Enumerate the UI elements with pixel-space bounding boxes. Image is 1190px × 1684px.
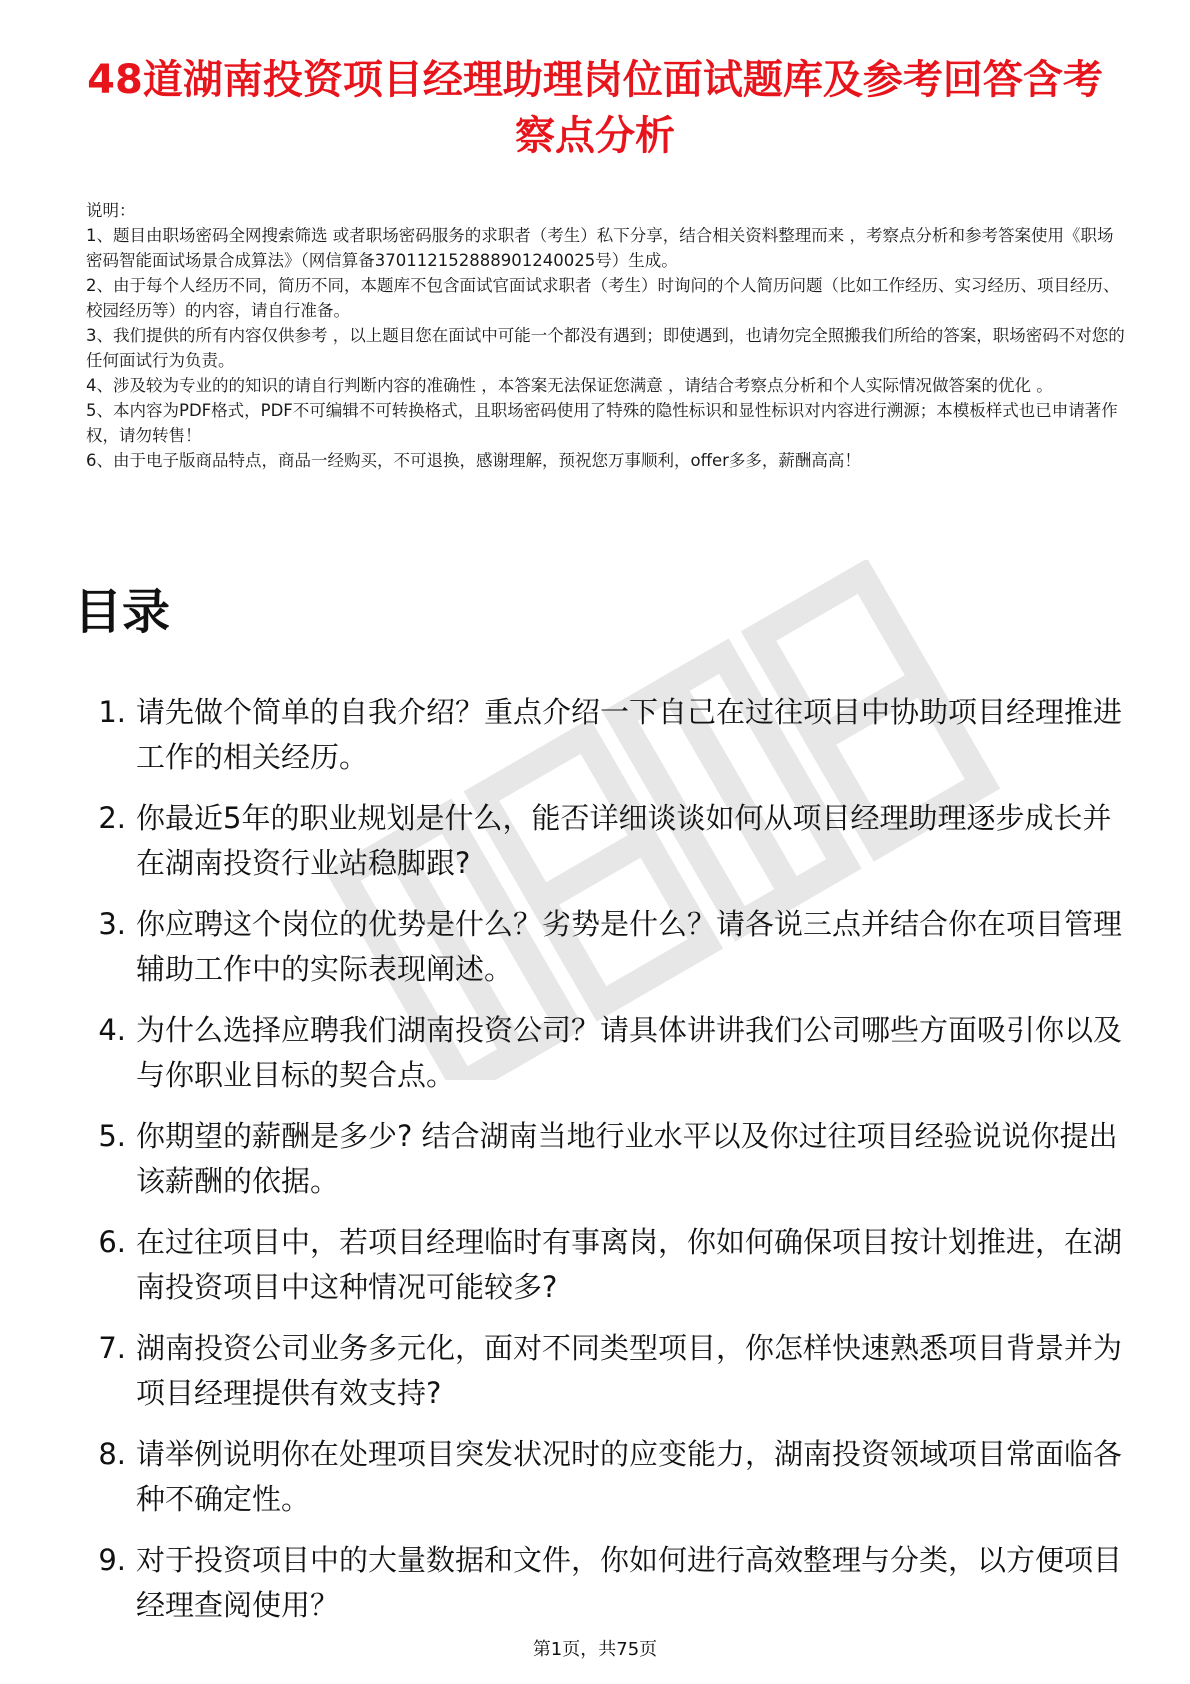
toc-item-text: 你应聘这个岗位的优势是什么？劣势是什么？请各说三点并结合你在项目管理辅助工作中的实际表现阐述。	[136, 907, 1123, 986]
toc-item-text: 请先做个简单的自我介绍？重点介绍一下自己在过往项目中协助项目经理推进工作的相关经历。	[136, 695, 1123, 774]
toc-item[interactable]	[70, 1220, 1130, 1310]
toc-item-number: 3.	[98, 907, 126, 941]
toc-item-number: 2.	[98, 801, 126, 835]
note-item: 4、涉及较为专业的的知识的请自行判断内容的准确性 ，本答案无法保证您满意 ，请结合考察点分析和个人实际情况做答案的优化 。	[86, 376, 1053, 395]
toc-item[interactable]	[70, 1326, 1130, 1416]
toc-item-text: 你期望的薪酬是多少? 结合湖南当地行业水平以及你过往项目经验说说你提出该薪酬的依据。	[136, 1119, 1118, 1198]
toc-item-text: 在过往项目中，若项目经理临时有事离岗，你如何确保项目按计划推进，在湖南投资项目中这种情况可能较多?	[136, 1225, 1123, 1304]
toc-item-text: 对于投资项目中的大量数据和文件，你如何进行高效整理与分类，以方便项目经理查阅使用？	[136, 1543, 1123, 1622]
notes-section	[86, 198, 1126, 473]
toc-item-text: 你最近5年的职业规划是什么，能否详细谈谈如何从项目经理助理逐步成长并在湖南投资行业站稳脚跟?	[136, 801, 1112, 880]
toc-item-number: 4.	[98, 1013, 126, 1047]
toc-item-number: 9.	[98, 1543, 126, 1577]
toc-item[interactable]	[70, 902, 1130, 992]
toc-list	[70, 690, 1130, 1644]
toc-item-number: 8.	[98, 1437, 126, 1471]
note-item: 6、由于电子版商品特点，商品一经购买，不可退换，感谢理解，预祝您万事顺利，offer多多，薪酬高高！	[86, 451, 861, 470]
toc-item-text: 湖南投资公司业务多元化，面对不同类型项目，你怎样快速熟悉项目背景并为项目经理提供有效支持?	[136, 1331, 1123, 1410]
note-item: 1、题目由职场密码全网搜索筛选 或者职场密码服务的求职者（考生）私下分享，结合相关资料整理而来 ，考察点分析和参考答案使用《职场密码智能面试场景合成算法》（网信算备370112152888901240025号）生成。	[86, 226, 1114, 270]
toc-item[interactable]	[70, 796, 1130, 886]
toc-item[interactable]	[70, 1538, 1130, 1628]
note-item: 3、我们提供的所有内容仅供参考 ，以上题目您在面试中可能一个都没有遇到；即使遇到，也请勿完全照搬我们所给的答案，职场密码不对您的任何面试行为负责。	[86, 326, 1125, 370]
note-item: 2、由于每个人经历不同，简历不同，本题库不包含面试官面试求职者（考生）时询问的个人简历问题（比如工作经历、实习经历、项目经历、校园经历等）的内容，请自行准备。	[86, 276, 1120, 320]
document-title: 48道湖南投资项目经理助理岗位面试题库及参考回答含考察点分析	[87, 57, 1103, 159]
toc-item[interactable]	[70, 1008, 1130, 1098]
toc-item[interactable]	[70, 1432, 1130, 1522]
toc-item-number: 6.	[98, 1225, 126, 1259]
toc-item-text: 请举例说明你在处理项目突发状况时的应变能力，湖南投资领域项目常面临各种不确定性。	[136, 1437, 1123, 1516]
toc-item-text: 为什么选择应聘我们湖南投资公司？请具体讲讲我们公司哪些方面吸引你以及与你职业目标的契合点。	[136, 1013, 1123, 1092]
toc-item-number: 7.	[98, 1331, 126, 1365]
toc-item[interactable]	[70, 1114, 1130, 1204]
toc-heading: 目录	[74, 584, 171, 640]
toc-item-number: 5.	[98, 1119, 126, 1153]
page-footer: 第1页，共75页	[532, 1639, 658, 1660]
toc-item[interactable]	[70, 690, 1130, 780]
notes-heading: 说明：	[86, 201, 136, 220]
note-item: 5、本内容为PDF格式，PDF不可编辑不可转换格式，且职场密码使用了特殊的隐性标识和显性标识对内容进行溯源；本模板样式也已申请著作权，请勿转售！	[86, 401, 1118, 445]
toc-item-number: 1.	[98, 695, 126, 729]
